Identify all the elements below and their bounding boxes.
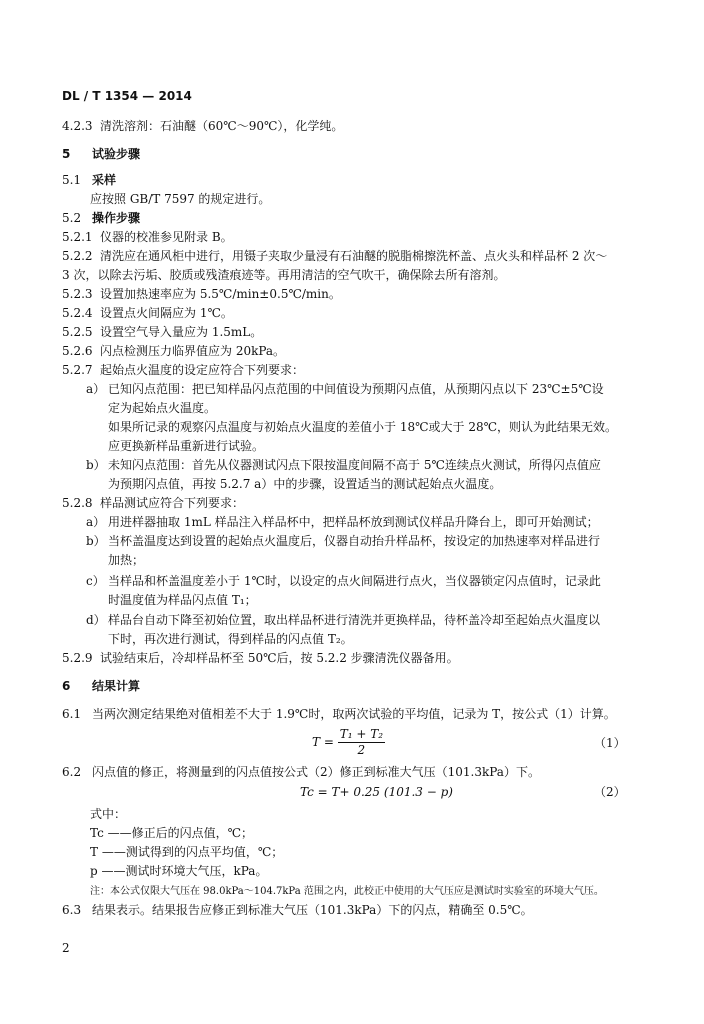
item-5-2-8-c (86, 573, 601, 589)
clause-number: 5.2.5 (62, 325, 93, 339)
item-5-2-7-b (86, 457, 601, 473)
where-label: 式中： (90, 807, 127, 821)
standard-id-header: DL / T 1354 — 2014 (62, 89, 192, 103)
clause-5-2-4 (62, 305, 233, 321)
equation-2: Tc = T+ 0.25 (101.3 − p) (300, 785, 453, 799)
clause-number: 6.1 (62, 707, 82, 721)
equation-1-denominator: 2 (357, 743, 366, 757)
clause-text: 设置空气导入量应为 1.5mL。 (100, 325, 263, 339)
item-label: b） (86, 458, 106, 472)
clause-5-2-1 (62, 229, 233, 245)
clause-5-2-9 (62, 650, 459, 666)
item-5-2-7-a (86, 381, 604, 397)
clause-5-2-2-continued: 3 次，以除去污垢、胶质或残渣痕迹等。再用清洁的空气吹干，确保除去所有溶剂。 (62, 268, 506, 282)
clause-text: 清洗溶剂：石油醚（60℃～90℃），化学纯。 (100, 119, 344, 133)
item-text: 已知闪点范围：把已知样品闪点范围的中间值设为预期闪点值，从预期闪点以下 23℃±5℃设 (108, 382, 604, 396)
item-label: d） (86, 613, 106, 627)
clause-text: 样品测试应符合下列要求： (100, 496, 245, 510)
item-label: c） (86, 574, 105, 588)
item-text: 当杯盖温度达到设置的起始点火温度后，仪器自动抬升样品杯，按设定的加热速率对样品进行 (108, 534, 601, 548)
section-number: 6 (62, 679, 71, 693)
clause-number: 5.2.2 (62, 249, 93, 263)
equation-2-tag: （2） (594, 785, 626, 799)
clause-number: 5.2.9 (62, 651, 93, 665)
section-number: 5 (62, 147, 71, 161)
item-text: 样品台自动下降至初始位置，取出样品杯进行清洗并更换样品，待杯盖冷却至起始点火温度以 (108, 613, 601, 627)
note: 注：本公式仅限大气压在 98.0kPa～104.7kPa 范围之内，此校正中使用的大气压应是测试时实验室的环境大气压。 (90, 886, 604, 897)
equation-1-lhs: T = (312, 735, 334, 749)
clause-number: 5.2.6 (62, 344, 93, 358)
clause-6-2 (62, 764, 540, 780)
clause-title: 操作步骤 (92, 211, 141, 225)
section-title: 结果计算 (92, 679, 141, 693)
clause-5-1-text: 应按照 GB/T 7597 的规定进行。 (90, 192, 271, 206)
clause-text: 设置点火间隔应为 1℃。 (100, 306, 233, 320)
item-text: 当样品和杯盖温度差小于 1℃时，以设定的点火间隔进行点火，当仪器锁定闪点值时，记录此 (108, 574, 601, 588)
clause-5-2-3 (62, 286, 341, 302)
item-5-2-7-a-line-3: 如果所记录的观察闪点温度与初始点火温度的差值小于 18℃或大于 28℃，则认为此结果无效。 (108, 420, 618, 434)
section-title: 试验步骤 (92, 147, 141, 161)
section-6-heading (62, 678, 140, 694)
item-label: a） (86, 382, 106, 396)
clause-number: 6.3 (62, 903, 82, 917)
clause-number: 5.2 (62, 211, 82, 225)
equation-1-fraction (338, 727, 385, 758)
clause-number: 5.2.8 (62, 496, 93, 510)
clause-text: 结果表示。结果报告应修正到标准大气压（101.3kPa）下的闪点，精确至 0.5℃。 (92, 903, 533, 917)
clause-5-2-heading (62, 210, 140, 226)
item-text: 用进样器抽取 1mL 样品注入样品杯中，把样品杯放到测试仪样品升降台上，即可开始测试； (108, 515, 599, 529)
item-5-2-8-c-line-2: 时温度值为样品闪点值 T₁； (108, 593, 257, 607)
clause-number: 5.2.3 (62, 287, 93, 301)
clause-5-1-heading (62, 172, 116, 188)
equation-1-tag: （1） (594, 736, 626, 750)
item-5-2-8-a (86, 514, 599, 530)
item-5-2-7-b-line-2: 为预期闪点值，再按 5.2.7 a）中的步骤，设置适当的测试起始点火温度。 (108, 477, 502, 491)
definition-t: T ——测试得到的闪点平均值，℃； (90, 845, 284, 859)
clause-5-2-5 (62, 324, 262, 340)
clause-4-2-3 (62, 118, 343, 134)
item-5-2-8-b (86, 533, 600, 549)
definition-tc: Tc ——修正后的闪点值，℃； (90, 826, 254, 840)
clause-text: 设置加热速率应为 5.5℃/min±0.5℃/min。 (100, 287, 341, 301)
section-5-heading (62, 146, 140, 162)
equation-1 (312, 726, 385, 758)
item-5-2-8-d-line-2: 下时，再次进行测试，得到样品的闪点值 T₂。 (108, 632, 353, 646)
clause-number: 5.1 (62, 173, 82, 187)
clause-number: 5.2.1 (62, 230, 93, 244)
clause-5-2-2 (62, 248, 607, 264)
item-label: a） (86, 515, 106, 529)
item-label: b） (86, 534, 106, 548)
clause-5-2-8 (62, 495, 244, 511)
clause-number: 4.2.3 (62, 119, 93, 133)
clause-number: 6.2 (62, 765, 82, 779)
clause-text: 闪点值的修正，将测量到的闪点值按公式（2）修正到标准大气压（101.3kPa）下。 (92, 765, 540, 779)
item-5-2-8-b-line-2: 加热； (108, 553, 145, 567)
item-5-2-7-a-line-4: 应更换新样品重新进行试验。 (108, 439, 265, 453)
item-text: 未知闪点范围：首先从仪器测试闪点下限按温度间隔不高于 5℃连续点火测试，所得闪点值应 (108, 458, 601, 472)
equation-1-numerator: T₁ + T₂ (339, 727, 384, 741)
clause-number: 5.2.7 (62, 363, 93, 377)
clause-text: 闪点检测压力临界值应为 20kPa。 (100, 344, 286, 358)
clause-6-1 (62, 706, 616, 722)
clause-text: 仪器的校准参见附录 B。 (100, 230, 233, 244)
clause-5-2-7 (62, 362, 304, 378)
definition-p: p ——测试时环境大气压，kPa。 (90, 864, 268, 878)
clause-text: 试验结束后，冷却样品杯至 50℃后，按 5.2.2 步骤清洗仪器备用。 (100, 651, 459, 665)
clause-6-3 (62, 902, 533, 918)
item-5-2-7-a-line-2: 定为起始点火温度。 (108, 401, 217, 415)
clause-5-2-6 (62, 343, 285, 359)
clause-text: 当两次测定结果绝对值相差不大于 1.9℃时，取两次试验的平均值，记录为 T，按公式（1）计算。 (92, 707, 616, 721)
clause-number: 5.2.4 (62, 306, 93, 320)
clause-text: 清洗应在通风柜中进行，用镊子夹取少量浸有石油醚的脱脂棉擦洗杯盖、点火头和样品杯 2 次～ (100, 249, 608, 263)
item-5-2-8-d (86, 612, 600, 628)
page-number: 2 (62, 941, 70, 955)
clause-text: 起始点火温度的设定应符合下列要求： (100, 363, 305, 377)
clause-title: 采样 (92, 173, 117, 187)
